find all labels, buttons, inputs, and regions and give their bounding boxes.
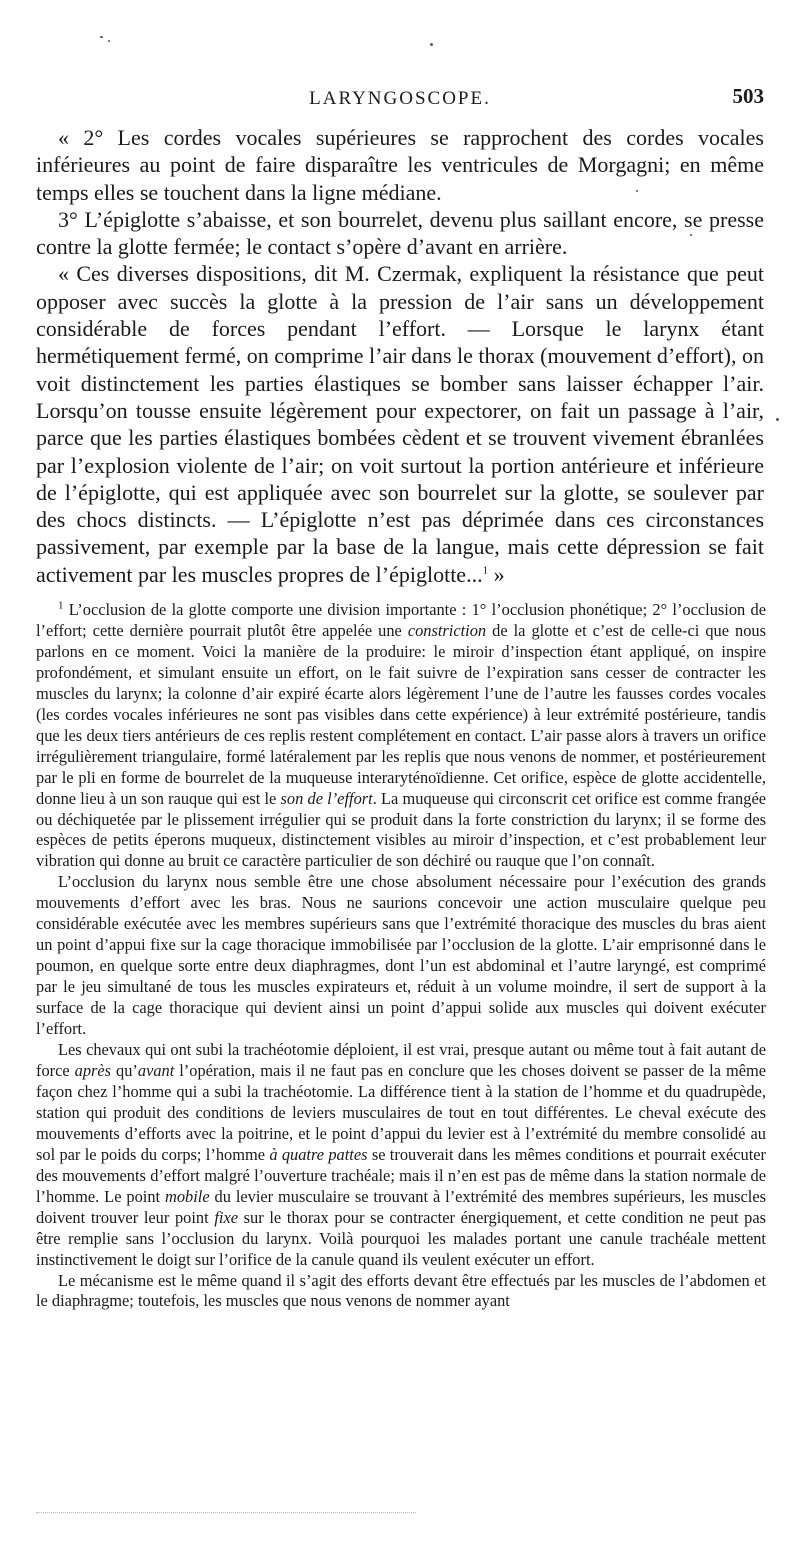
footnote-text: du levier musculaire se trouvant à l’extrémité des membres supérieurs, les muscles doivent trouver leur point <box>36 1186 766 1227</box>
footnote-text: qu’ <box>111 1060 138 1080</box>
paragraph: « 2° Les cordes vocales supérieures se rapprochent des cordes vocales inférieures au point de faire disparaître les ventricules de Morgagni; en même temps elles se touchent dans la ligne médiane. <box>36 125 764 205</box>
footnote-text: de la glotte et c’est de celle-ci que nous parlons en ce moment. Voici la manière de la produire: le miroir d’inspection étant appliqué, on inspire profondément, et simulant ensuite un effort, on le fait suivre de l’expiration sans cesser de contracter les muscles du larynx; la colonne d’air expiré écarte alors légèrement l’une de l’autre les fausses cordes vocales (les cordes vocales inférieures ne sont pas visibles dans cette expérience) à leur extrémité postérieure, tandis que les deux tiers antérieurs de ces replis restent complétement en contact. L’air passe alors à travers un orifice irrégulièrement triangulaire, formé latéralement par les replis que nous venons de nommer, et postérieurement par le pli en forme de bourrelet de la muqueuse interaryténoïdienne. Cet orifice, espèce de glotte accidentelle, donne lieu à un son rauque qui est le <box>36 620 766 808</box>
footnote-text: sur le thorax pour se contracter énergiquement, et cette condition ne peut pas être remplie sans l’occlusion du larynx. Voilà pourquoi les malades portant une canule trachéale mettent instinctivement le doigt sur l’orifice de la canule quand ils veulent exécuter un effort. <box>36 1207 767 1269</box>
footnote-text: L’occlusion de la glotte comporte une division importante : 1° l’occlusion phonétique; 2° l’occlusion de l’effort; cette dernière pourrait plutôt être appelée une <box>36 600 766 640</box>
footnote <box>36 600 766 1312</box>
footnote-marker: 1 <box>58 599 64 612</box>
emphasis: avant <box>137 1060 175 1080</box>
footnote-paragraph <box>36 1040 766 1270</box>
emphasis: son de l’effort <box>280 788 373 808</box>
page-header <box>36 84 764 114</box>
footnote-paragraph: L’occlusion du larynx nous semble être une chose absolument nécessaire pour l’exécution des grands mouvements d’effort avec les bras. Nous ne saurions concevoir une action musculaire quelque peu considérable exécutée avec les membres supérieurs sans que l’extrémité thoracique des muscles du bras aient un point d’appui fixe sur la cage thoracique immobilisée par l’occlusion de la glotte. L’air emprisonné dans le poumon, en quelque sorte entre deux diaphragmes, dont l’un est abdominal et l’autre laryngé, est comprimé par le jeu simultané de tous les muscles expirateurs et, réduit à un volume moindre, il sert de support à la surface de la cage thoracique qui devient ainsi un point d’appui solide aux muscles qui doivent exécuter l’effort. <box>36 872 766 1039</box>
print-speck <box>776 418 779 421</box>
print-speck <box>636 190 638 192</box>
print-speck <box>690 234 692 236</box>
paragraph-text: « Ces diverses dispositions, dit M. Czermak, expliquent la résistance que peut opposer avec succès la glotte à la pression de l’air sans un développement considérable de forces pendant l’effort. — Lorsque le larynx étant hermétiquement fermé, on comprime l’air dans le thorax (mouvement d’effort), on voit distinctement les parties élastiques se bomber sans laisser échapper l’air. Lorsqu’on tousse ensuite légèrement pour expectorer, on fait un passage à l’air, parce que les parties élastiques bombées cèdent et se trouvent vivement ébranlées par l’explosion violente de l’air; on voit surtout la portion antérieure et inférieure de l’épiglotte, qui est appliquée avec son bourrelet sur la glotte, se soulever par des chocs distincts. — L’épiglotte n’est pas déprimée dans ces circonstances passivement, par exemple par la base de la langue, mais cette dépression se fait activement par les muscles propres de l’épiglotte... <box>36 261 764 587</box>
running-title: LARYNGOSCOPE. <box>309 88 491 109</box>
page-number: 503 <box>732 84 764 108</box>
emphasis: à quatre pattes <box>269 1144 368 1164</box>
emphasis: après <box>74 1060 112 1080</box>
emphasis: constriction <box>407 620 487 640</box>
print-speck <box>108 40 110 42</box>
footnote-text: se trouverait dans les mêmes conditions et pourrait exécuter des mouvements d’effort malgré l’ouverture trachéale; mais il n’en est pas de même dans la station normale de l’homme. Le point <box>36 1144 766 1206</box>
paragraph <box>36 260 764 588</box>
footnote-paragraph: Le mécanisme est le même quand il s’agit des efforts devant être effectués par les muscles de l’abdomen et le diaphragme; toutefois, les muscles que nous venons de nommer ayant <box>36 1270 766 1311</box>
print-speck <box>100 36 103 38</box>
footnote-text: Les chevaux qui ont subi la trachéotomie déploient, il est vrai, presque autant ou même tout à fait autant de force <box>36 1040 766 1080</box>
footnote-paragraph <box>36 600 766 872</box>
emphasis: fixe <box>214 1207 239 1227</box>
footnote-text: l’opération, mais il ne faut pas en conclure que les choses doivent se passer de la même façon chez l’homme qui a subi la trachéotomie. La différence tient à la station de l’homme et du quadrupède, station qui produit des conditions de leviers musculaires de tout en tout différentes. Le cheval exécute des mouvements d’efforts avec la poitrine, et le point d’appui du levier est à l’extrémité du membre consolidé au sol par le poids du corps; l’homme <box>36 1060 766 1164</box>
print-speck <box>430 43 433 46</box>
footnote-reference[interactable]: 1 <box>482 564 489 577</box>
bottom-dotted-rule <box>36 1512 416 1513</box>
closing-quote: » <box>488 561 505 587</box>
emphasis: mobile <box>164 1186 210 1206</box>
main-text <box>36 124 764 588</box>
footnote-text: . La muqueuse qui circonscrit cet orifice est comme frangée ou déchiquetée par le plissement irrégulier qui se produit dans la forte constriction du larynx; il se forme des espèces de petits éperons muqueux, distinctement visibles au miroir d’inspection, et c’est probablement leur vibration qui donne au bruit ce caractère particulier de son déchiré ou rauque que l’on connaît. <box>36 788 766 871</box>
paragraph: 3° L’épiglotte s’abaisse, et son bourrelet, devenu plus saillant encore, se presse contre la glotte fermée; le contact s’opère d’avant en arrière. <box>36 206 764 260</box>
